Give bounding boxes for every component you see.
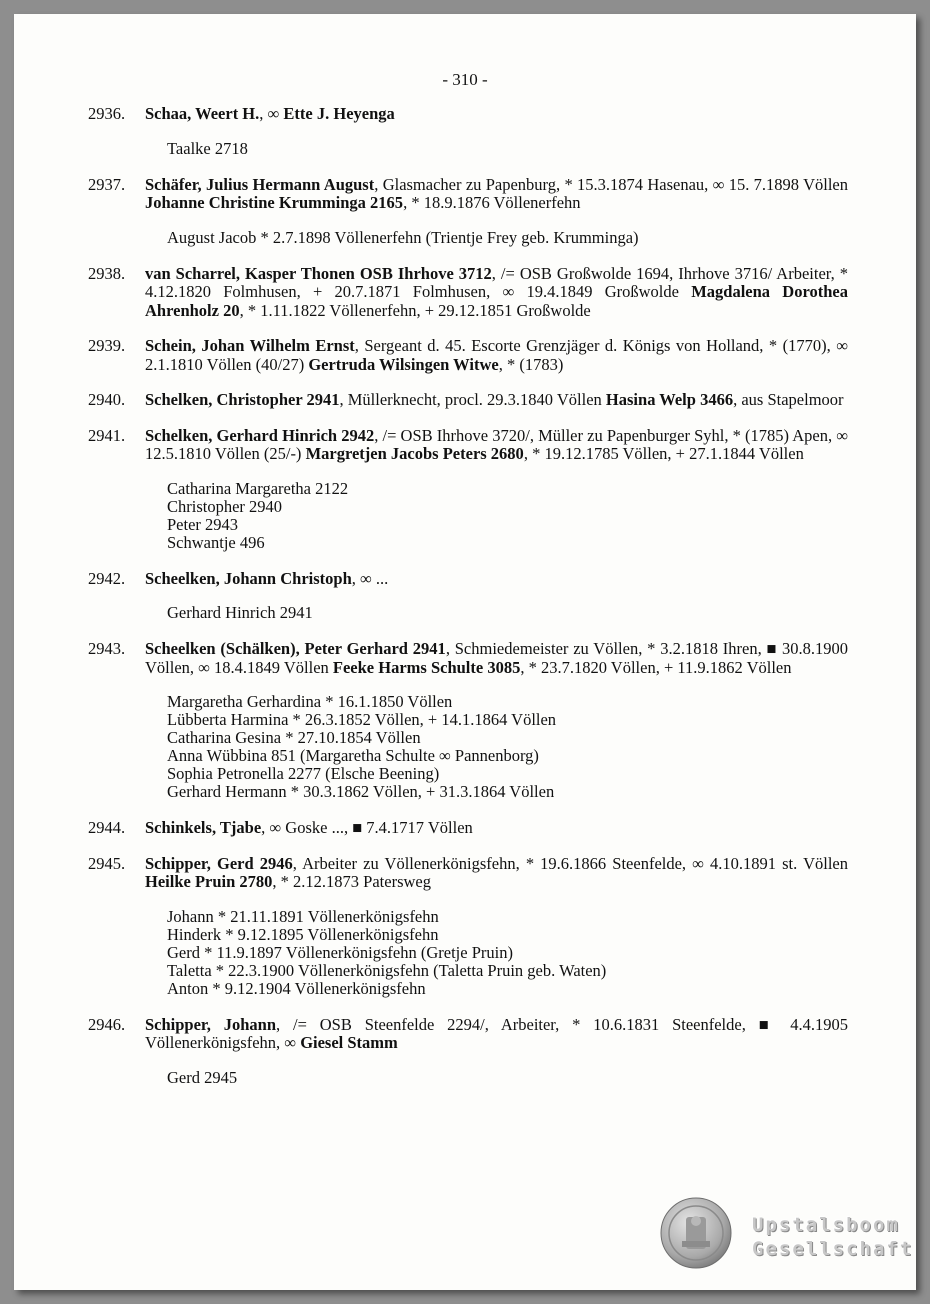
entry-detail: , /= OSB Ihrhove 3720/, Müller zu Papenburger Syhl, * (1785) Apen, ∞ 12.5.1810 Völlen (25/-) — [145, 425, 849, 463]
entry-name-bold: Hasina Welp 3466 — [605, 390, 734, 409]
entry-detail: , * 1.11.1822 Völlenerfehn, + 29.12.1851 Großwolde — [239, 300, 591, 320]
entry-name-bold: Gertruda Wilsingen Witwe — [308, 354, 499, 374]
entry-detail: , ∞ — [259, 104, 284, 123]
entry — [88, 570, 848, 623]
entry — [88, 391, 848, 410]
entry-name-bold: Johanne Christine Krumminga 2165 — [145, 193, 404, 212]
entry-text — [145, 427, 848, 464]
entry-detail: , Schmiedemeister zu Völlen, * 3.2.1818 Ihren, ■ 30.8.1900 Völlen, ∞ 18.4.1849 Völlen — [145, 639, 849, 677]
entry-detail: , /= OSB Steenfelde 2294/, Arbeiter, * 10.6.1831 Steenfelde, ■ 4.4.1905 Völlenerkönigsfehn, ∞ — [145, 1014, 848, 1052]
entry-number: 2937. — [88, 174, 126, 194]
child-entry: Taalke 2718 — [167, 138, 248, 158]
entry-detail: , Müllerknecht, procl. 29.3.1840 Völlen — [339, 390, 606, 409]
entry-detail: , * 19.12.1785 Völlen, + 27.1.1844 Völlen — [523, 444, 804, 463]
entry — [88, 819, 848, 838]
children-list — [167, 229, 848, 247]
entry-row — [88, 337, 848, 374]
entry-row — [88, 265, 848, 321]
children-list — [167, 908, 848, 998]
entry-name-bold: Schein, Johan Wilhelm Ernst — [145, 336, 355, 355]
entry-row — [88, 391, 848, 410]
entry-number: 2946. — [88, 1014, 126, 1034]
entry-text — [145, 265, 848, 321]
entry-name-bold: Schipper, Johann — [145, 1014, 277, 1034]
child-entry: Sophia Petronella 2277 (Elsche Beening) — [167, 764, 440, 783]
entry-detail: , * 2.12.1873 Patersweg — [272, 872, 431, 891]
entry-name-bold: Scheelken, Johann Christoph — [145, 568, 352, 588]
entry-number: 2941. — [88, 425, 126, 445]
entry-name-bold: Heilke Pruin 2780 — [145, 872, 273, 891]
entry-detail: , * 23.7.1820 Völlen, + 11.9.1862 Völlen — [520, 657, 792, 677]
entry-text — [145, 1016, 848, 1053]
entry-text — [145, 105, 848, 124]
children-list — [167, 140, 848, 158]
entry-number: 2943. — [88, 639, 126, 658]
entry-text — [145, 337, 848, 374]
entry-number: 2945. — [88, 853, 126, 873]
entry-detail: , /= OSB Großwolde 1694, Ihrhove 3716/ Arbeiter, * 4.12.1820 Folmhusen, + 20.7.1871 Folmhusen, ∞ 19.4.1849 Großwolde — [145, 263, 848, 301]
entry-detail: , * 18.9.1876 Völlenerfehn — [403, 193, 581, 212]
entry-name-bold: Schaa, Weert H. — [145, 104, 260, 123]
child-entry: Hinderk * 9.12.1895 Völlenerkönigsfehn — [167, 924, 439, 944]
children-list — [167, 1069, 848, 1087]
child-entry: Taletta * 22.3.1900 Völlenerkönigsfehn (Taletta Pruin geb. Waten) — [167, 960, 607, 980]
entry-text — [145, 176, 848, 213]
entry — [88, 1016, 848, 1087]
entry-name-bold: Schelken, Christopher 2941 — [145, 390, 340, 409]
children-list — [167, 604, 848, 622]
entry-name-bold: Scheelken (Schälken), Peter Gerhard 2941 — [145, 639, 446, 658]
child-entry: August Jacob * 2.7.1898 Völlenerfehn (Trientje Frey geb. Krumminga) — [167, 227, 639, 247]
entry — [88, 337, 848, 374]
child-entry: Gerd 2945 — [167, 1067, 238, 1087]
entry-list — [88, 105, 848, 1105]
entry-detail: , Glasmacher zu Papenburg, * 15.3.1874 Hasenau, ∞ 15. 7.1898 Völlen — [374, 174, 848, 194]
entry-name-bold: Margretjen Jacobs Peters 2680 — [305, 444, 524, 463]
entry-name-bold: Magdalena Dorothea Ahrenholz 20 — [145, 282, 848, 320]
seal-icon — [660, 1197, 732, 1269]
society-logo — [660, 1197, 914, 1269]
entry-text — [145, 391, 848, 410]
entry-row — [88, 176, 848, 213]
entry — [88, 855, 848, 998]
entry-detail: , aus Stapelmoor — [733, 390, 844, 409]
entry — [88, 105, 848, 158]
entry — [88, 640, 848, 801]
entry — [88, 265, 848, 321]
entry-number: 2940. — [88, 390, 126, 409]
child-entry: Gerhard Hermann * 30.3.1862 Völlen, + 31.3.1864 Völlen — [167, 782, 555, 801]
entry-name-bold: Feeke Harms Schulte 3085 — [332, 657, 521, 677]
entry-detail: , Sergeant d. 45. Escorte Grenzjäger d. Königs von Holland, * (1770), ∞ 2.1.1810 Völlen (40/27) — [145, 336, 848, 374]
entry-number: 2939. — [88, 336, 126, 355]
entry-detail: , Arbeiter zu Völlenerkönigsfehn, * 19.6.1866 Steenfelde, ∞ 4.10.1891 st. Völlen — [292, 853, 848, 873]
entry-name-bold: Schäfer, Julius Hermann August — [145, 174, 375, 194]
child-entry: Johann * 21.11.1891 Völlenerkönigsfehn — [167, 906, 439, 926]
child-entry: Peter 2943 — [167, 514, 239, 534]
child-entry: Margaretha Gerhardina * 16.1.1850 Völlen — [167, 692, 453, 711]
child-entry: Schwantje 496 — [167, 532, 265, 552]
entry-name-bold: Schipper, Gerd 2946 — [145, 853, 293, 873]
entry-row — [88, 427, 848, 464]
society-name-line1: Upstalsboom — [752, 1214, 900, 1236]
entry-number: 2938. — [88, 263, 126, 283]
entry — [88, 427, 848, 552]
child-entry: Gerhard Hinrich 2941 — [167, 603, 313, 622]
children-list — [167, 480, 848, 552]
child-entry: Anna Wübbina 851 (Margaretha Schulte ∞ Pannenborg) — [167, 746, 539, 765]
entry-row — [88, 855, 848, 892]
child-entry: Catharina Gesina * 27.10.1854 Völlen — [167, 728, 421, 747]
page-number: - 310 - — [442, 70, 488, 89]
entry-detail: , * (1783) — [498, 354, 564, 374]
entry-number: 2942. — [88, 568, 126, 588]
child-entry: Christopher 2940 — [167, 496, 283, 516]
child-entry: Lübberta Harmina * 26.3.1852 Völlen, + 14.1.1864 Völlen — [167, 710, 557, 729]
entry-text — [145, 855, 848, 892]
child-entry: Anton * 9.12.1904 Völlenerkönigsfehn — [167, 978, 426, 998]
entry-row — [88, 819, 848, 838]
society-name-line2: Gesellschaft — [752, 1238, 914, 1260]
child-entry: Catharina Margaretha 2122 — [167, 478, 349, 498]
entry-row — [88, 570, 848, 589]
entry-text — [145, 570, 848, 589]
entry-row — [88, 1016, 848, 1053]
entry-text — [145, 640, 848, 677]
entry-detail: , ∞ Goske ..., ■ 7.4.1717 Völlen — [261, 818, 473, 837]
entry-detail: , ∞ ... — [351, 568, 389, 588]
entry-name-bold: Giesel Stamm — [300, 1033, 398, 1052]
entry — [88, 176, 848, 247]
entry-name-bold: Schinkels, Tjabe — [145, 818, 262, 837]
entry-number: 2936. — [88, 104, 126, 123]
entry-text — [145, 819, 848, 838]
entry-row — [88, 105, 848, 124]
children-list — [167, 693, 848, 801]
entry-name-bold: Ette J. Heyenga — [283, 104, 395, 123]
entry-number: 2944. — [88, 818, 126, 837]
entry-row — [88, 640, 848, 677]
entry-name-bold: van Scharrel, Kasper Thonen OSB Ihrhove 3712 — [145, 263, 492, 283]
entry-name-bold: Schelken, Gerhard Hinrich 2942 — [145, 425, 375, 445]
child-entry: Gerd * 11.9.1897 Völlenerkönigsfehn (Gretje Pruin) — [167, 942, 513, 962]
society-name — [752, 1213, 913, 1261]
